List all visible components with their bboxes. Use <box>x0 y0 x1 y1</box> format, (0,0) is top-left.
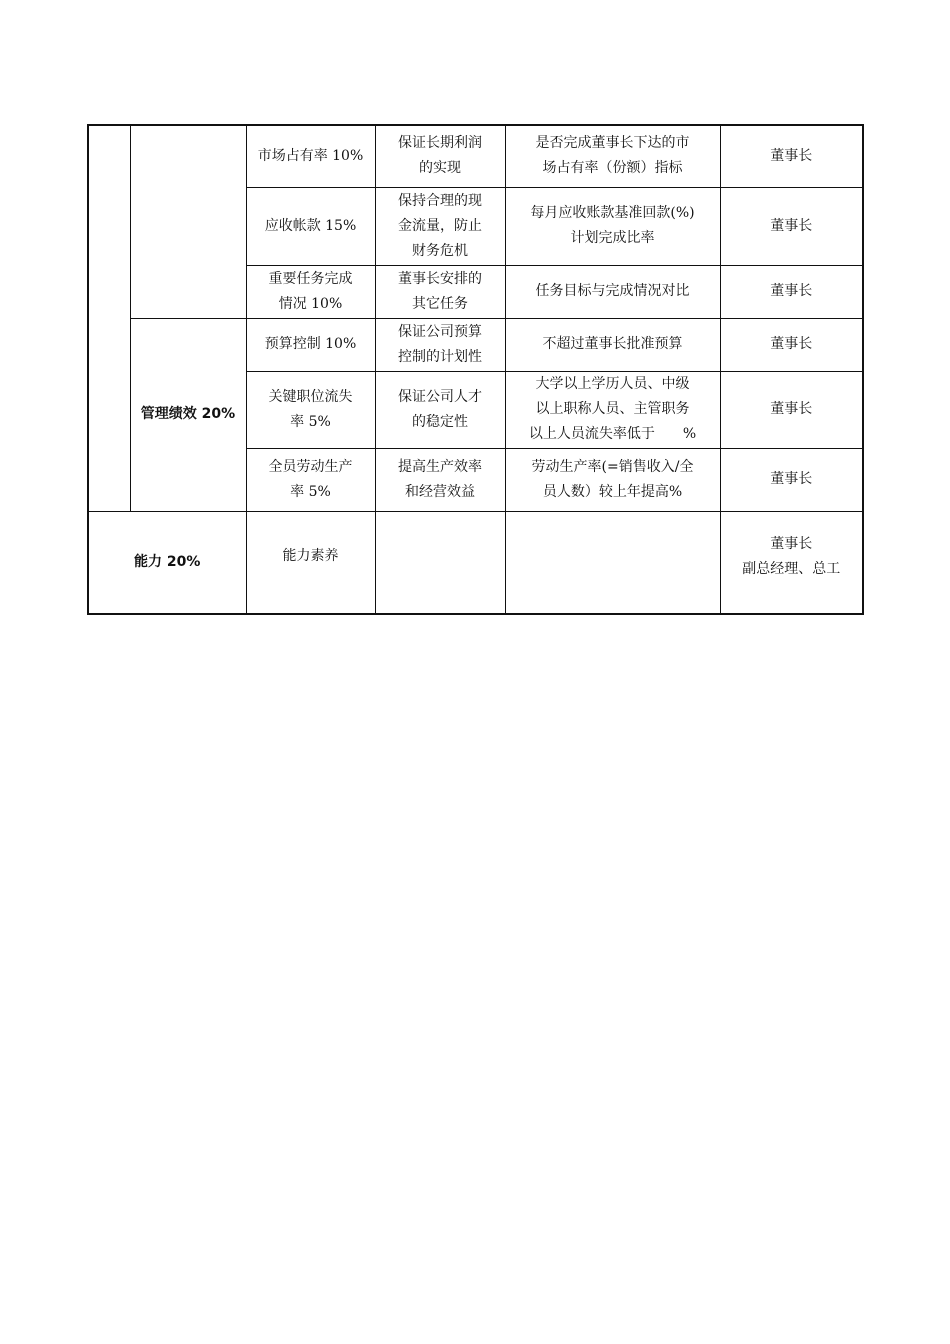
assessor-cell: 董事长 <box>720 187 863 265</box>
assessor-cell: 董事长 <box>720 318 863 371</box>
indicator-cell: 重要任务完成 情况 10% <box>246 265 375 318</box>
indicator-cell: 应收帐款 15% <box>246 187 375 265</box>
indicator-cell: 能力素养 <box>246 511 375 614</box>
outer-category-cell <box>88 125 130 511</box>
standard-cell: 每月应收账款基准回款(%) 计划完成比率 <box>505 187 720 265</box>
indicator-cell: 预算控制 10% <box>246 318 375 371</box>
indicator-cell: 全员劳动生产 率 5% <box>246 448 375 511</box>
purpose-cell <box>375 511 505 614</box>
standard-cell: 任务目标与完成情况对比 <box>505 265 720 318</box>
ability-category: 能力 20% <box>88 511 246 614</box>
indicator-cell: 关键职位流失 率 5% <box>246 371 375 448</box>
standard-cell: 不超过董事长批准预算 <box>505 318 720 371</box>
standard-cell: 大学以上学历人员、中级 以上职称人员、主管职务 以上人员流失率低于 % <box>505 371 720 448</box>
table-row <box>88 318 863 371</box>
management-performance-group: 管理绩效 20% <box>130 318 246 511</box>
standard-cell: 是否完成董事长下达的市 场占有率（份额）指标 <box>505 125 720 187</box>
purpose-cell: 保持合理的现 金流量，防止 财务危机 <box>375 187 505 265</box>
sub-category-cell <box>130 125 246 318</box>
purpose-cell: 保证长期利润 的实现 <box>375 125 505 187</box>
assessor-cell: 董事长 <box>720 125 863 187</box>
purpose-cell: 董事长安排的 其它任务 <box>375 265 505 318</box>
indicator-cell: 市场占有率 10% <box>246 125 375 187</box>
assessor-cell: 董事长 <box>720 265 863 318</box>
standard-cell: 劳动生产率(=销售收入/全 员人数）较上年提高% <box>505 448 720 511</box>
assessor-cell: 董事长 副总经理、总工 <box>720 511 863 614</box>
ability-row <box>88 511 863 614</box>
assessor-cell: 董事长 <box>720 371 863 448</box>
assessor-cell: 董事长 <box>720 448 863 511</box>
purpose-cell: 保证公司预算 控制的计划性 <box>375 318 505 371</box>
purpose-cell: 提高生产效率 和经营效益 <box>375 448 505 511</box>
standard-cell <box>505 511 720 614</box>
kpi-table <box>87 124 864 615</box>
purpose-cell: 保证公司人才 的稳定性 <box>375 371 505 448</box>
table-row <box>88 125 863 187</box>
